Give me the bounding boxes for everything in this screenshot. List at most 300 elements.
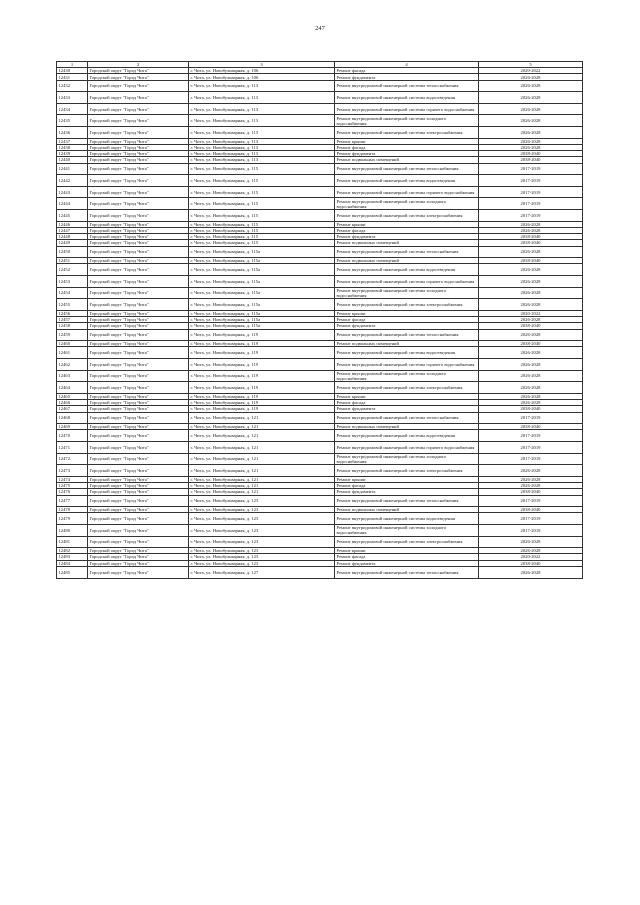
row-number-cell: 12462 (57, 359, 88, 371)
period-cell: 2017-2019 (479, 453, 583, 465)
municipality-cell: Городской округ "Город Чита" (88, 476, 189, 482)
column-header: 5 (479, 62, 583, 68)
row-number-cell: 12460 (57, 341, 88, 347)
period-cell: 2026-2028 (479, 115, 583, 127)
address-cell: г. Чита, ул. Новобульварная, д. 119 (189, 359, 335, 371)
work-type-cell: Ремонт внутридомовой инженерной системы горячего водоснабжения (335, 186, 479, 198)
municipality-cell: Городской округ "Город Чита" (88, 157, 189, 163)
period-cell: 2038-2040 (479, 323, 583, 329)
work-type-cell: Ремонт внутридомовой инженерной системы холодного водоснабжения (335, 453, 479, 465)
municipality-cell: Городской округ "Город Чита" (88, 227, 189, 233)
row-number-cell: 12432 (57, 80, 88, 92)
period-cell: 2038-2040 (479, 489, 583, 495)
address-cell: г. Чита, ул. Новобульварная, д. 113 (189, 115, 335, 127)
municipality-cell: Городской округ "Город Чита" (88, 524, 189, 536)
address-cell: г. Чита, ул. Новобульварная, д. 121 (189, 424, 335, 430)
address-cell: г. Чита, ул. Новобульварная, д. 115 (189, 175, 335, 187)
period-cell: 2038-2040 (479, 507, 583, 513)
address-cell: г. Чита, ул. Новобульварная, д. 123 (189, 560, 335, 566)
row-number-cell: 12437 (57, 138, 88, 144)
period-cell: 2026-2028 (479, 80, 583, 92)
period-cell: 2038-2040 (479, 234, 583, 240)
row-number-cell: 12431 (57, 74, 88, 80)
table-row (57, 103, 583, 115)
address-cell: г. Чита, ул. Новобульварная, д. 123 (189, 513, 335, 525)
period-cell: 2020-2022 (479, 554, 583, 560)
municipality-cell: Городской округ "Город Чита" (88, 382, 189, 394)
municipality-cell: Городской округ "Город Чита" (88, 560, 189, 566)
municipality-cell: Городской округ "Город Чита" (88, 276, 189, 288)
address-cell: г. Чита, ул. Новобульварная, д. 119 (189, 329, 335, 341)
municipality-cell: Городской округ "Город Чита" (88, 103, 189, 115)
row-number-cell: 12467 (57, 406, 88, 412)
work-register-table (56, 61, 583, 579)
row-number-cell: 12476 (57, 489, 88, 495)
row-number-cell: 12434 (57, 103, 88, 115)
period-cell: 2026-2028 (479, 359, 583, 371)
address-cell: г. Чита, ул. Новобульварная, д. 115 (189, 221, 335, 227)
municipality-cell: Городской округ "Город Чита" (88, 341, 189, 347)
page-number: 247 (315, 25, 325, 32)
address-cell: г. Чита, ул. Новобульварная, д. 113 (189, 80, 335, 92)
work-type-cell: Ремонт внутридомовой инженерной системы теплоснабжения (335, 163, 479, 175)
address-cell: г. Чита, ул. Новобульварная, д. 115а (189, 264, 335, 276)
work-type-cell: Ремонт фасада (335, 317, 479, 323)
period-cell: 2038-2040 (479, 560, 583, 566)
municipality-cell: Городской округ "Город Чита" (88, 412, 189, 424)
work-type-cell: Ремонт внутридомовой инженерной системы водоотведения (335, 175, 479, 187)
period-cell: 2026-2028 (479, 103, 583, 115)
table-row (57, 382, 583, 394)
municipality-cell: Городской округ "Город Чита" (88, 495, 189, 507)
address-cell: г. Чита, ул. Новобульварная, д. 113 (189, 103, 335, 115)
address-cell: г. Чита, ул. Новобульварная, д. 123 (189, 495, 335, 507)
row-number-cell: 12455 (57, 299, 88, 311)
municipality-cell: Городской округ "Город Чита" (88, 513, 189, 525)
table-row (57, 536, 583, 548)
work-type-cell: Ремонт внутридомовой инженерной системы горячего водоснабжения (335, 276, 479, 288)
period-cell: 2026-2028 (479, 465, 583, 477)
row-number-cell: 12468 (57, 412, 88, 424)
address-cell: г. Чита, ул. Новобульварная, д. 121 (189, 430, 335, 442)
municipality-cell: Городской округ "Город Чита" (88, 310, 189, 316)
address-cell: г. Чита, ул. Новобульварная, д. 119 (189, 370, 335, 382)
row-number-cell: 12469 (57, 424, 88, 430)
work-type-cell: Ремонт крыши (335, 310, 479, 316)
address-cell: г. Чита, ул. Новобульварная, д. 113 (189, 127, 335, 139)
municipality-cell: Городской округ "Город Чита" (88, 246, 189, 258)
work-type-cell: Ремонт внутридомовой инженерной системы горячего водоснабжения (335, 442, 479, 454)
period-cell: 2038-2040 (479, 157, 583, 163)
municipality-cell: Городской округ "Город Чита" (88, 210, 189, 222)
work-type-cell: Ремонт внутридомовой инженерной системы водоотведения (335, 92, 479, 104)
period-cell: 2026-2028 (479, 227, 583, 233)
table-row (57, 80, 583, 92)
period-cell: 2038-2040 (479, 424, 583, 430)
row-number-cell: 12451 (57, 258, 88, 264)
row-number-cell: 12458 (57, 323, 88, 329)
work-type-cell: Ремонт подвальных помещений (335, 424, 479, 430)
work-type-cell: Ремонт подвальных помещений (335, 157, 479, 163)
municipality-cell: Городской округ "Город Чита" (88, 163, 189, 175)
table-row (57, 115, 583, 127)
period-cell: 2026-2028 (479, 144, 583, 150)
row-number-cell: 12443 (57, 186, 88, 198)
work-type-cell: Ремонт крыши (335, 138, 479, 144)
row-number-cell: 12452 (57, 264, 88, 276)
address-cell: г. Чита, ул. Новобульварная, д. 121 (189, 453, 335, 465)
address-cell: г. Чита, ул. Новобульварная, д. 106 (189, 68, 335, 74)
municipality-cell: Городской округ "Город Чита" (88, 234, 189, 240)
row-number-cell: 12483 (57, 554, 88, 560)
address-cell: г. Чита, ул. Новобульварная, д. 115 (189, 186, 335, 198)
address-cell: г. Чита, ул. Новобульварная, д. 115 (189, 227, 335, 233)
period-cell: 2017-2019 (479, 412, 583, 424)
address-cell: г. Чита, ул. Новобульварная, д. 121 (189, 476, 335, 482)
municipality-cell: Городской округ "Город Чита" (88, 548, 189, 554)
column-header: 1 (57, 62, 88, 68)
period-cell: 2026-2028 (479, 536, 583, 548)
address-cell: г. Чита, ул. Новобульварная, д. 119 (189, 393, 335, 399)
period-cell: 2026-2028 (479, 483, 583, 489)
address-cell: г. Чита, ул. Новобульварная, д. 115 (189, 198, 335, 210)
work-type-cell: Ремонт внутридомовой инженерной системы электроснабжения (335, 465, 479, 477)
municipality-cell: Городской округ "Город Чита" (88, 370, 189, 382)
work-type-cell: Ремонт внутридомовой инженерной системы теплоснабжения (335, 566, 479, 578)
row-number-cell: 12484 (57, 560, 88, 566)
municipality-cell: Городской округ "Город Чита" (88, 240, 189, 246)
period-cell: 2038-2040 (479, 240, 583, 246)
table-row (57, 299, 583, 311)
work-type-cell: Ремонт внутридомовой инженерной системы теплоснабжения (335, 329, 479, 341)
period-cell: 2026-2028 (479, 566, 583, 578)
address-cell: г. Чита, ул. Новобульварная, д. 121 (189, 483, 335, 489)
table-row (57, 524, 583, 536)
address-cell: г. Чита, ул. Новобульварная, д. 121 (189, 489, 335, 495)
work-type-cell: Ремонт фундамента (335, 74, 479, 80)
period-cell: 2020-2022 (479, 310, 583, 316)
table-row (57, 198, 583, 210)
municipality-cell: Городской округ "Город Чита" (88, 317, 189, 323)
row-number-cell: 12440 (57, 157, 88, 163)
period-cell: 2026-2028 (479, 138, 583, 144)
row-number-cell: 12446 (57, 221, 88, 227)
work-type-cell: Ремонт подвальных помещений (335, 240, 479, 246)
work-type-cell: Ремонт фасада (335, 554, 479, 560)
work-type-cell: Ремонт внутридомовой инженерной системы водоотведения (335, 513, 479, 525)
municipality-cell: Городской округ "Город Чита" (88, 329, 189, 341)
work-type-cell: Ремонт внутридомовой инженерной системы теплоснабжения (335, 412, 479, 424)
table-row (57, 210, 583, 222)
period-cell: 2026-2028 (479, 317, 583, 323)
period-cell: 2017-2019 (479, 513, 583, 525)
row-number-cell: 12444 (57, 198, 88, 210)
row-number-cell: 12441 (57, 163, 88, 175)
table-row (57, 276, 583, 288)
period-cell: 2038-2040 (479, 406, 583, 412)
work-type-cell: Ремонт внутридомовой инженерной системы электроснабжения (335, 210, 479, 222)
address-cell: г. Чита, ул. Новобульварная, д. 119 (189, 406, 335, 412)
work-type-cell: Ремонт подвальных помещений (335, 258, 479, 264)
table-row (57, 175, 583, 187)
municipality-cell: Городской округ "Город Чита" (88, 566, 189, 578)
row-number-cell: 12456 (57, 310, 88, 316)
municipality-cell: Городской округ "Город Чита" (88, 406, 189, 412)
work-type-cell: Ремонт крыши (335, 476, 479, 482)
work-type-cell: Ремонт внутридомовой инженерной системы холодного водоснабжения (335, 370, 479, 382)
table-row (57, 347, 583, 359)
work-type-cell: Ремонт внутридомовой инженерной системы теплоснабжения (335, 246, 479, 258)
period-cell: 2026-2028 (479, 276, 583, 288)
municipality-cell: Городской округ "Город Чита" (88, 323, 189, 329)
work-type-cell: Ремонт фундамента (335, 489, 479, 495)
table-row (57, 453, 583, 465)
municipality-cell: Городской округ "Город Чита" (88, 424, 189, 430)
work-type-cell: Ремонт фасада (335, 400, 479, 406)
period-cell: 2017-2019 (479, 524, 583, 536)
municipality-cell: Городской округ "Город Чита" (88, 299, 189, 311)
address-cell: г. Чита, ул. Новобульварная, д. 115а (189, 287, 335, 299)
work-type-cell: Ремонт фундамента (335, 151, 479, 157)
period-cell: 2026-2028 (479, 264, 583, 276)
address-cell: г. Чита, ул. Новобульварная, д. 113 (189, 144, 335, 150)
address-cell: г. Чита, ул. Новобульварная, д. 115 (189, 210, 335, 222)
work-type-cell: Ремонт подвальных помещений (335, 507, 479, 513)
period-cell: 2026-2028 (479, 287, 583, 299)
row-number-cell: 12480 (57, 524, 88, 536)
address-cell: г. Чита, ул. Новобульварная, д. 115 (189, 163, 335, 175)
period-cell: 2017-2019 (479, 210, 583, 222)
municipality-cell: Городской округ "Город Чита" (88, 483, 189, 489)
row-number-cell: 12435 (57, 115, 88, 127)
row-number-cell: 12463 (57, 370, 88, 382)
address-cell: г. Чита, ул. Новобульварная, д. 121 (189, 465, 335, 477)
municipality-cell: Городской округ "Город Чита" (88, 198, 189, 210)
period-cell: 2026-2028 (479, 393, 583, 399)
municipality-cell: Городской округ "Город Чита" (88, 115, 189, 127)
work-type-cell: Ремонт внутридомовой инженерной системы водоотведения (335, 347, 479, 359)
row-number-cell: 12438 (57, 144, 88, 150)
period-cell: 2017-2019 (479, 442, 583, 454)
municipality-cell: Городской округ "Город Чита" (88, 453, 189, 465)
address-cell: г. Чита, ул. Новобульварная, д. 115а (189, 299, 335, 311)
table-row (57, 287, 583, 299)
work-type-cell: Ремонт внутридомовой инженерной системы холодного водоснабжения (335, 287, 479, 299)
municipality-cell: Городской округ "Город Чита" (88, 186, 189, 198)
table-row (57, 513, 583, 525)
work-type-cell: Ремонт подвальных помещений (335, 341, 479, 347)
address-cell: г. Чита, ул. Новобульварная, д. 123 (189, 548, 335, 554)
row-number-cell: 12449 (57, 240, 88, 246)
row-number-cell: 12436 (57, 127, 88, 139)
table-row (57, 246, 583, 258)
period-cell: 2026-2028 (479, 400, 583, 406)
table-body (57, 68, 583, 578)
row-number-cell: 12464 (57, 382, 88, 394)
period-cell: 2026-2028 (479, 476, 583, 482)
period-cell: 2026-2028 (479, 246, 583, 258)
row-number-cell: 12459 (57, 329, 88, 341)
period-cell: 2026-2028 (479, 299, 583, 311)
period-cell: 2026-2028 (479, 92, 583, 104)
municipality-cell: Городской округ "Город Чита" (88, 442, 189, 454)
address-cell: г. Чита, ул. Новобульварная, д. 115а (189, 246, 335, 258)
address-cell: г. Чита, ул. Новобульварная, д. 119 (189, 400, 335, 406)
address-cell: г. Чита, ул. Новобульварная, д. 121 (189, 412, 335, 424)
address-cell: г. Чита, ул. Новобульварная, д. 127 (189, 566, 335, 578)
row-number-cell: 12439 (57, 151, 88, 157)
address-cell: г. Чита, ул. Новобульварная, д. 113 (189, 138, 335, 144)
period-cell: 2026-2028 (479, 347, 583, 359)
table-row (57, 359, 583, 371)
period-cell: 2020-2022 (479, 68, 583, 74)
address-cell: г. Чита, ул. Новобульварная, д. 119 (189, 382, 335, 394)
municipality-cell: Городской округ "Город Чита" (88, 264, 189, 276)
row-number-cell: 12461 (57, 347, 88, 359)
period-cell: 2026-2028 (479, 329, 583, 341)
municipality-cell: Городской округ "Город Чита" (88, 359, 189, 371)
work-type-cell: Ремонт крыши (335, 393, 479, 399)
address-cell: г. Чита, ул. Новобульварная, д. 121 (189, 442, 335, 454)
municipality-cell: Городской округ "Город Чита" (88, 554, 189, 560)
period-cell: 2017-2019 (479, 495, 583, 507)
municipality-cell: Городской округ "Город Чита" (88, 144, 189, 150)
row-number-cell: 12472 (57, 453, 88, 465)
period-cell: 2017-2019 (479, 430, 583, 442)
municipality-cell: Городской округ "Город Чита" (88, 465, 189, 477)
municipality-cell: Городской округ "Город Чита" (88, 393, 189, 399)
address-cell: г. Чита, ул. Новобульварная, д. 113 (189, 151, 335, 157)
address-cell: г. Чита, ул. Новобульварная, д. 115а (189, 258, 335, 264)
municipality-cell: Городской округ "Город Чита" (88, 507, 189, 513)
table-row (57, 465, 583, 477)
municipality-cell: Городской округ "Город Чита" (88, 536, 189, 548)
column-header: 2 (88, 62, 189, 68)
address-cell: г. Чита, ул. Новобульварная, д. 123 (189, 536, 335, 548)
work-type-cell: Ремонт фундамента (335, 560, 479, 566)
period-cell: 2026-2028 (479, 127, 583, 139)
row-number-cell: 12485 (57, 566, 88, 578)
municipality-cell: Городской округ "Город Чита" (88, 287, 189, 299)
row-number-cell: 12450 (57, 246, 88, 258)
work-type-cell: Ремонт внутридомовой инженерной системы холодного водоснабжения (335, 115, 479, 127)
municipality-cell: Городской округ "Город Чита" (88, 221, 189, 227)
work-type-cell: Ремонт внутридомовой инженерной системы электроснабжения (335, 382, 479, 394)
municipality-cell: Городской округ "Город Чита" (88, 92, 189, 104)
period-cell: 2026-2028 (479, 548, 583, 554)
table-row (57, 495, 583, 507)
work-type-cell: Ремонт внутридомовой инженерной системы холодного водоснабжения (335, 524, 479, 536)
address-cell: г. Чита, ул. Новобульварная, д. 119 (189, 347, 335, 359)
municipality-cell: Городской округ "Город Чита" (88, 175, 189, 187)
work-type-cell: Ремонт фундамента (335, 406, 479, 412)
period-cell: 2038-2040 (479, 258, 583, 264)
row-number-cell: 12453 (57, 276, 88, 288)
table-row (57, 430, 583, 442)
period-cell: 2017-2019 (479, 198, 583, 210)
municipality-cell: Городской округ "Город Чита" (88, 80, 189, 92)
row-number-cell: 12447 (57, 227, 88, 233)
municipality-cell: Городской округ "Город Чита" (88, 138, 189, 144)
address-cell: г. Чита, ул. Новобульварная, д. 123 (189, 554, 335, 560)
work-type-cell: Ремонт внутридомовой инженерной системы водоотведения (335, 264, 479, 276)
work-type-cell: Ремонт фундамента (335, 323, 479, 329)
work-type-cell: Ремонт фасада (335, 483, 479, 489)
address-cell: г. Чита, ул. Новобульварная, д. 115а (189, 310, 335, 316)
table-row (57, 329, 583, 341)
work-type-cell: Ремонт фасада (335, 227, 479, 233)
table-row (57, 163, 583, 175)
address-cell: г. Чита, ул. Новобульварная, д. 119 (189, 341, 335, 347)
row-number-cell: 12433 (57, 92, 88, 104)
row-number-cell: 12474 (57, 476, 88, 482)
municipality-cell: Городской округ "Город Чита" (88, 400, 189, 406)
table-row (57, 412, 583, 424)
row-number-cell: 12479 (57, 513, 88, 525)
row-number-cell: 12475 (57, 483, 88, 489)
work-type-cell: Ремонт фасада (335, 144, 479, 150)
row-number-cell: 12448 (57, 234, 88, 240)
municipality-cell: Городской округ "Город Чита" (88, 489, 189, 495)
work-type-cell: Ремонт внутридомовой инженерной системы теплоснабжения (335, 80, 479, 92)
address-cell: г. Чита, ул. Новобульварная, д. 113 (189, 92, 335, 104)
period-cell: 2038-2040 (479, 151, 583, 157)
table-row (57, 186, 583, 198)
address-cell: г. Чита, ул. Новобульварная, д. 115а (189, 276, 335, 288)
period-cell: 2026-2028 (479, 221, 583, 227)
address-cell: г. Чита, ул. Новобульварная, д. 106 (189, 74, 335, 80)
work-type-cell: Ремонт внутридомовой инженерной системы теплоснабжения (335, 495, 479, 507)
row-number-cell: 12481 (57, 536, 88, 548)
table-row (57, 264, 583, 276)
row-number-cell: 12473 (57, 465, 88, 477)
row-number-cell: 12470 (57, 430, 88, 442)
work-type-cell: Ремонт фундамента (335, 234, 479, 240)
address-cell: г. Чита, ул. Новобульварная, д. 113 (189, 157, 335, 163)
work-type-cell: Ремонт внутридомовой инженерной системы электроснабжения (335, 536, 479, 548)
column-header: 3 (189, 62, 335, 68)
work-type-cell: Ремонт крыши (335, 221, 479, 227)
table-row (57, 566, 583, 578)
work-type-cell: Ремонт внутридомовой инженерной системы электроснабжения (335, 299, 479, 311)
address-cell: г. Чита, ул. Новобульварная, д. 115а (189, 317, 335, 323)
work-type-cell: Ремонт внутридомовой инженерной системы электроснабжения (335, 127, 479, 139)
row-number-cell: 12445 (57, 210, 88, 222)
row-number-cell: 12454 (57, 287, 88, 299)
period-cell: 2017-2019 (479, 175, 583, 187)
row-number-cell: 12430 (57, 68, 88, 74)
row-number-cell: 12477 (57, 495, 88, 507)
work-type-cell: Ремонт внутридомовой инженерной системы холодного водоснабжения (335, 198, 479, 210)
row-number-cell: 12482 (57, 548, 88, 554)
municipality-cell: Городской округ "Город Чита" (88, 151, 189, 157)
row-number-cell: 12471 (57, 442, 88, 454)
work-type-cell: Ремонт внутридомовой инженерной системы горячего водоснабжения (335, 103, 479, 115)
municipality-cell: Городской округ "Город Чита" (88, 74, 189, 80)
row-number-cell: 12478 (57, 507, 88, 513)
table-row (57, 442, 583, 454)
row-number-cell: 12465 (57, 393, 88, 399)
table-row (57, 127, 583, 139)
work-type-cell: Ремонт фасада (335, 68, 479, 74)
municipality-cell: Городской округ "Город Чита" (88, 68, 189, 74)
work-type-cell: Ремонт внутридомовой инженерной системы водоотведения (335, 430, 479, 442)
municipality-cell: Городской округ "Город Чита" (88, 258, 189, 264)
period-cell: 2026-2028 (479, 370, 583, 382)
municipality-cell: Городской округ "Город Чита" (88, 430, 189, 442)
row-number-cell: 12457 (57, 317, 88, 323)
work-type-cell: Ремонт крыши (335, 548, 479, 554)
